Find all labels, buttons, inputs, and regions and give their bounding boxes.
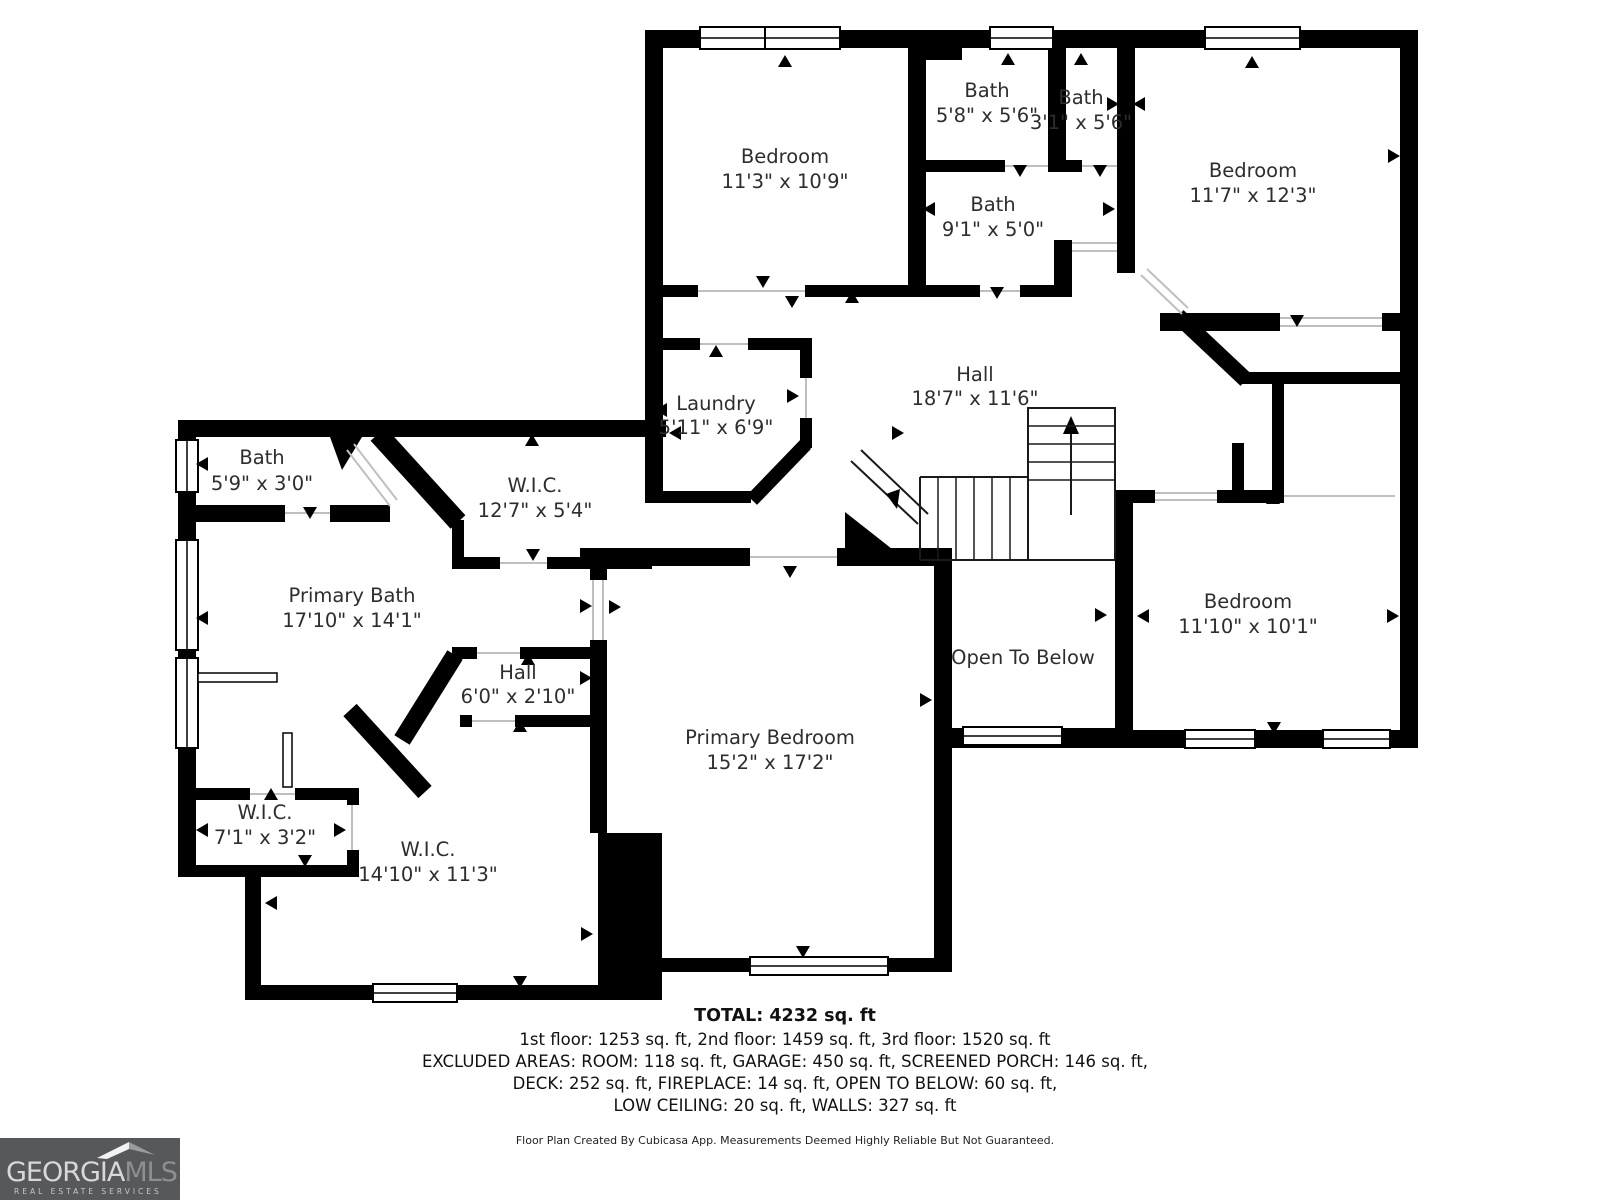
room-label-wic-2: W.I.C. xyxy=(237,801,293,824)
room-label-bath-2: Bath xyxy=(1058,86,1104,109)
door-arrow-icon xyxy=(1103,202,1115,216)
room-dims-wic-3: 14'10" x 11'3" xyxy=(358,863,498,886)
room-dims-bath-3: 9'1" x 5'0" xyxy=(941,218,1045,241)
room-label-bath-4: Bath xyxy=(239,446,285,469)
door-arrow-icon xyxy=(709,345,723,357)
door-arrow-icon xyxy=(526,549,540,561)
room-label-wic-3: W.I.C. xyxy=(400,838,456,861)
logo-wordmark: GEORGIAMLS xyxy=(6,1157,177,1188)
door-arrow-icon xyxy=(334,823,346,837)
room-dims-wic-2: 7'1" x 3'2" xyxy=(213,826,317,849)
bath-counter xyxy=(198,673,292,787)
door-arrow-icon xyxy=(196,823,208,837)
room-dims-laundry: 5'11" x 6'9" xyxy=(658,416,774,439)
door-arrow-icon xyxy=(609,600,621,614)
door-arrow-icon xyxy=(1388,149,1400,163)
stair-up-arrow-icon xyxy=(1063,416,1079,434)
room-label-bath-3: Bath xyxy=(970,193,1016,216)
logo-tagline: REAL ESTATE SERVICES xyxy=(14,1187,162,1196)
georgia-mls-logo xyxy=(0,1138,180,1200)
door-arrow-icon xyxy=(892,426,904,440)
door-arrow-icon xyxy=(920,693,932,707)
staircase xyxy=(851,408,1115,560)
door-arrow-icon xyxy=(1137,609,1149,623)
door-arrow-icon xyxy=(785,296,799,308)
room-dims-primary-bedroom: 15'2" x 17'2" xyxy=(706,751,834,774)
door-arrow-icon xyxy=(783,566,797,578)
stair-winder-wall xyxy=(845,512,906,560)
room-dims-bath-1: 5'8" x 5'6" xyxy=(935,104,1039,127)
excluded-areas-text-3: LOW CEILING: 20 sq. ft, WALLS: 327 sq. ft xyxy=(613,1096,957,1115)
logo-roof-right-icon xyxy=(129,1142,155,1155)
door-arrow-icon xyxy=(1245,56,1259,68)
room-dims-wic-1: 12'7" x 5'4" xyxy=(477,499,593,522)
door-arrow-icon xyxy=(990,287,1004,299)
georgia-mls-logo-graphic xyxy=(0,1138,180,1200)
door-arrow-icon xyxy=(1013,165,1027,177)
room-label-bath-1: Bath xyxy=(964,79,1010,102)
door-arrow-icon xyxy=(265,896,277,910)
room-label-hall-main: Hall xyxy=(956,363,994,386)
floors-area-text: 1st floor: 1253 sq. ft, 2nd floor: 1459 sq. ft, 3rd floor: 1520 sq. ft xyxy=(519,1030,1051,1049)
door-arrow-icon xyxy=(1001,53,1015,65)
room-dims-bedroom-top-right: 11'7" x 12'3" xyxy=(1189,184,1317,207)
room-label-bedroom-top-right: Bedroom xyxy=(1208,159,1298,182)
room-label-hall-small: Hall xyxy=(499,661,537,684)
room-dims-bedroom-right: 11'10" x 10'1" xyxy=(1178,615,1318,638)
room-label-open-to-below: Open To Below xyxy=(951,646,1095,669)
door-arrow-icon xyxy=(787,389,799,403)
door-arrow-icon xyxy=(1095,608,1107,622)
room-dims-primary-bath: 17'10" x 14'1" xyxy=(282,609,422,632)
disclaimer-text: Floor Plan Created By Cubicasa App. Measurements Deemed Highly Reliable But Not Guaranteed. xyxy=(515,1134,1055,1147)
room-dims-hall-main: 18'7" x 11'6" xyxy=(911,387,1039,410)
area-summary xyxy=(0,1006,1570,1147)
room-label-primary-bath: Primary Bath xyxy=(288,584,416,607)
room-label-primary-bedroom: Primary Bedroom xyxy=(685,726,855,749)
door-arrow-icon xyxy=(1093,165,1107,177)
door-arrow-icon xyxy=(1387,609,1399,623)
stair-treads xyxy=(938,426,1115,560)
room-dims-hall-small: 6'0" x 2'10" xyxy=(460,685,576,708)
excluded-areas-text-2: DECK: 252 sq. ft, FIREPLACE: 14 sq. ft, OPEN TO BELOW: 60 sq. ft, xyxy=(512,1074,1058,1093)
door-arrow-icon xyxy=(778,55,792,67)
room-label-bedroom-top-left: Bedroom xyxy=(740,145,830,168)
room-dims-bedroom-top-left: 11'3" x 10'9" xyxy=(721,170,849,193)
room-label-bedroom-right: Bedroom xyxy=(1203,590,1293,613)
room-label-laundry: Laundry xyxy=(676,392,756,415)
door-arrow-icon xyxy=(1074,53,1088,65)
door-arrow-icon xyxy=(580,599,592,613)
room-dims-bath-4: 5'9" x 3'0" xyxy=(210,472,314,495)
total-area-text: TOTAL: 4232 sq. ft xyxy=(694,1006,876,1026)
room-dims-bath-2: 3'1" x 5'6" xyxy=(1029,111,1133,134)
excluded-areas-text-1: EXCLUDED AREAS: ROOM: 118 sq. ft, GARAGE: 450 sq. ft, SCREENED PORCH: 146 sq. ft, xyxy=(421,1052,1149,1071)
door-arrow-icon xyxy=(756,276,770,288)
door-arrow-icon xyxy=(581,927,593,941)
room-label-wic-1: W.I.C. xyxy=(507,474,563,497)
